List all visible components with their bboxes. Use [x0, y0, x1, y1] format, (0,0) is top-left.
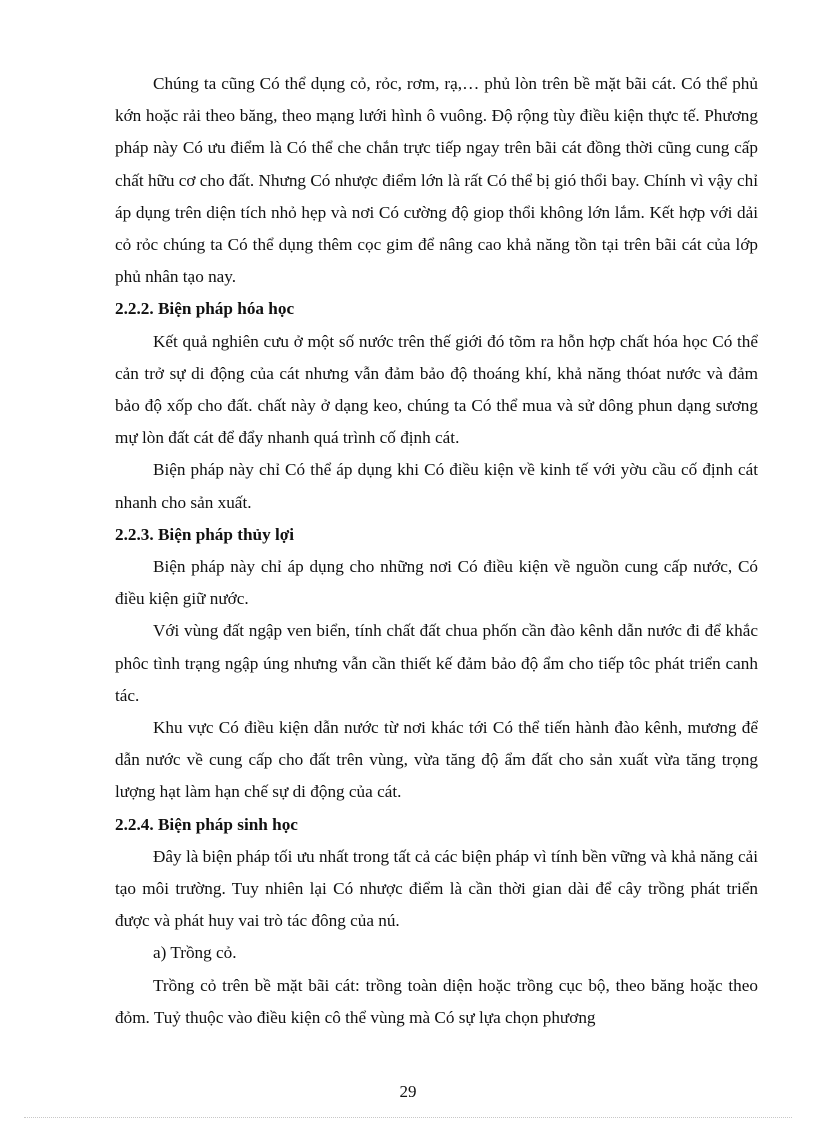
irrigation-paragraph-2: Với vùng đất ngập ven biển, tính chất đất chua phốn cần đào kênh dẫn nước đi để khắc phôc tình trạng ngập úng nhưng vẫn cần thiết kế đảm bảo độ ẩm cho tiếp tôc phát triển canh tác. — [115, 621, 758, 705]
biological-paragraph-2: Trồng cỏ trên bề mặt bãi cát: trồng toàn diện hoặc trồng cục bộ, theo băng hoặc theo đỏm. Tuỷ thuộc vào điều kiện cô thể vùng mà Có sự lựa chọn phương — [115, 975, 758, 1027]
page-number: 29 — [399, 1082, 417, 1101]
section-heading-biological: 2.2.4. Biện pháp sinh học — [115, 814, 298, 834]
irrigation-paragraph-1: Biện pháp này chỉ áp dụng cho những nơi Có điều kiện về nguồn cung cấp nước, Có điều kiện giữ nước. — [115, 557, 758, 609]
section-heading-chemical: 2.2.2. Biện pháp hóa học — [115, 299, 295, 319]
page-content — [115, 68, 758, 1034]
chemical-paragraph-2: Biện pháp này chỉ Có thể áp dụng khi Có điều kiện về kinh tế với yờu cầu cố định cát nhanh cho sản xuất. — [115, 460, 758, 512]
biological-paragraph-1: Đây là biện pháp tối ưu nhất trong tất cả các biện pháp vì tính bền vững và khả năng cải tạo môi trường. Tuy nhiên lại Có nhược điểm là cần thời gian dài để cây trồng phát triển được và phát huy vai trò tác đông của nú. — [115, 846, 758, 931]
intro-paragraph: Chúng ta cũng Có thể dụng cỏ, rỏc, rơm, rạ,… phủ lòn trên bề mặt bãi cát. Có thể phủ kớn hoặc rải theo băng, theo mạng lưới hình ô vuông. Độ rộng tùy điều kiện thực tế. Phương pháp này Có ưu điểm là Có thể che chắn trực tiếp ngay trên bãi cát đồng thời cũng cung cấp chất hữu cơ cho đất. Nhưng Có nhược điểm lớn là rất Có thể bị gió thổi bay. Chính vì vậy chỉ áp dụng trên diện tích nhỏ hẹp và nơi Có cường độ giop thổi không lớn lắm. Kết hợp với dải cỏ rỏc chúng ta Có thể dụng thêm cọc gim để nâng cao khả năng tồn tại trên bãi cát của lớp phủ nhân tạo nay. — [115, 74, 758, 287]
irrigation-paragraph-3: Khu vực Có điều kiện dẫn nước từ nơi khác tới Có thể tiến hành đào kênh, mương để dẫn nước về cung cấp cho đất trên vùng, vừa tăng độ ẩm đất cho sản xuất vừa tăng trọng lượng hạt làm hạn chế sự di động của cát. — [115, 718, 758, 802]
section-heading-irrigation: 2.2.3. Biện pháp thủy lợi — [115, 524, 295, 544]
biological-subheading: a) Trồng cỏ. — [153, 943, 237, 963]
chemical-paragraph-1: Kết quả nghiên cưu ở một số nước trên thế giới đó tõm ra hỗn hợp chất hóa học Có thể cản trở sự di động của cát nhưng vẫn đảm bảo độ thoáng khí, khả năng thóat nước và đảm bảo độ xốp cho đất. chất này ở dạng keo, chúng ta Có thể mua và sử dông phun dạng sương mự lòn đất cát để đẩy nhanh quá trình cố định cát. — [115, 331, 758, 448]
footer-divider — [24, 1117, 792, 1118]
